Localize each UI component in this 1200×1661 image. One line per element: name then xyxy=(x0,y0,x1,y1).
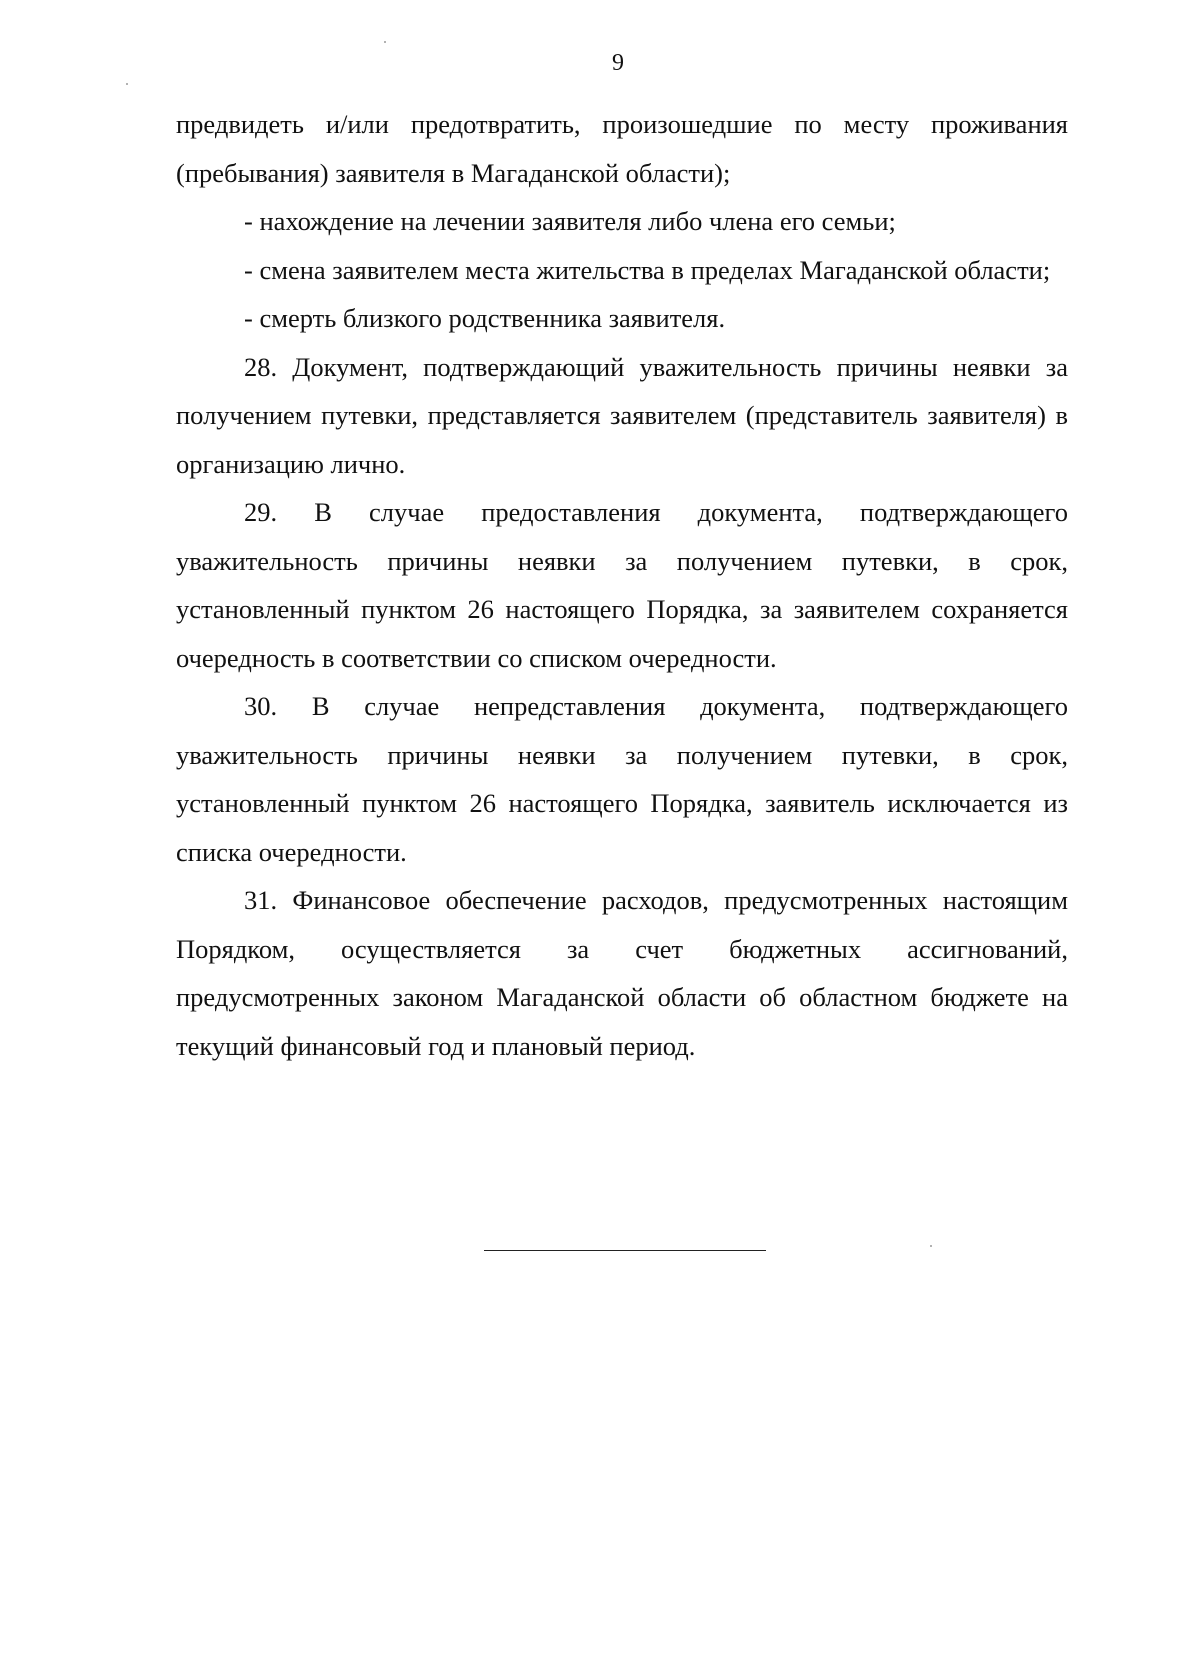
list-item-death-of-relative: - смерть близкого родственника заявителя. xyxy=(244,303,726,333)
list-item-treatment: - нахождение на лечении заявителя либо члена его семьи; xyxy=(244,206,896,236)
end-of-document-rule xyxy=(484,1250,766,1251)
paragraph-continuation: предвидеть и/или предотвратить, произошедшие по месту проживания (пребывания) заявителя в Магаданской области); xyxy=(176,109,1068,188)
scan-speck xyxy=(126,83,128,85)
scan-speck xyxy=(930,1245,932,1247)
clause-29: 29. В случае предоставления документа, подтверждающего уважительность причины неявки за получением путевки, в срок, установленный пунктом 26 настоящего Порядка, за заявителем сохраняется очередность в соответствии со списком очередности. xyxy=(176,497,1068,673)
scan-speck xyxy=(384,41,386,43)
list-item-change-of-residence: - смена заявителем места жительства в пределах Магаданской области; xyxy=(244,254,1051,285)
document-body xyxy=(176,100,1068,1070)
clause-30: 30. В случае непредставления документа, подтверждающего уважительность причины неявки за получением путевки, в срок, установленный пунктом 26 настоящего Порядка, заявитель исключается из списка очередности. xyxy=(176,691,1068,867)
clause-31: 31. Финансовое обеспечение расходов, предусмотренных настоящим Порядком, осуществляется за счет бюджетных ассигнований, предусмотренных законом Магаданской области об областном бюджете на текущий финансовый год и плановый период. xyxy=(176,885,1068,1061)
clause-28: 28. Документ, подтверждающий уважительность причины неявки за получением путевки, представляется заявителем (представитель заявителя) в организацию лично. xyxy=(176,351,1068,479)
page-number: 9 xyxy=(612,50,624,76)
